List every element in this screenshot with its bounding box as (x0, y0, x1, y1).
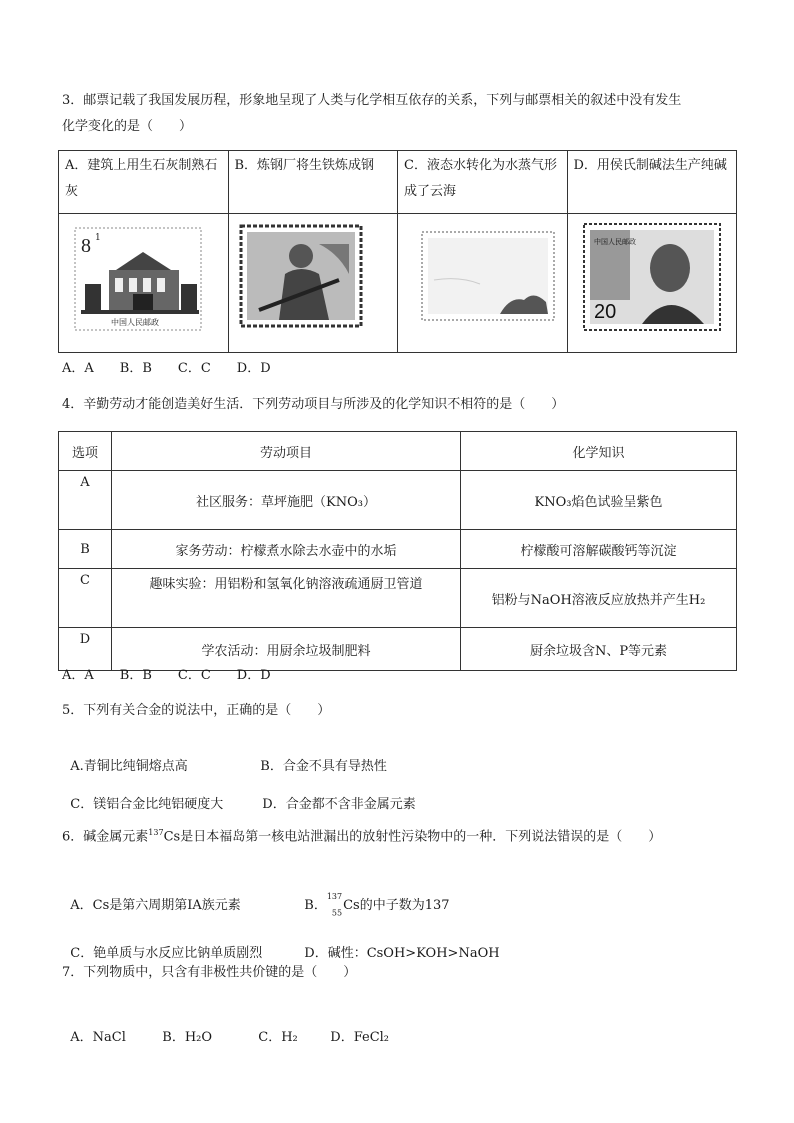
q5-options-row1 (62, 740, 387, 774)
q4-row-b-knowledge: 柠檬酸可溶解碳酸钙等沉淀 (461, 530, 737, 569)
q3-stamp-c-cell (398, 214, 568, 353)
q4-row-d-opt: D (59, 628, 112, 671)
q6-stem-pre: 6．碱金属元素 (62, 829, 149, 845)
q5-option-d: D．合金都不含非金属元素 (262, 797, 416, 812)
stamp-a-building-image (71, 224, 207, 336)
stamp-c-sea-of-clouds-image (420, 230, 556, 322)
stamp-a-value: 8 (81, 235, 91, 257)
q3-stamp-b-cell (228, 214, 398, 353)
q7-option-b: B．H₂O (162, 1030, 213, 1045)
stamp-a-caption: 中国人民邮政 (111, 318, 159, 327)
q7-option-d: D．FeCl₂ (330, 1030, 390, 1045)
svg-text:1: 1 (95, 233, 101, 243)
q3-stamp-table (58, 150, 737, 353)
q4-header-option: 选项 (59, 432, 112, 471)
q4-row-d-knowledge: 厨余垃圾含N、P等元素 (461, 628, 737, 671)
q3-stem-line2: 化学变化的是（ ） (62, 119, 193, 134)
q4-stem: 4．辛勤劳动才能创造美好生活．下列劳动项目与所涉及的化学知识不相符的是（ ） (62, 397, 565, 412)
q4-row-b-opt: B (59, 530, 112, 569)
stamp-d-value: 20 (593, 301, 616, 323)
q3-stamp-d-cell (567, 214, 737, 353)
q5-option-c: C．镁铝合金比纯铝硬度大 (70, 797, 224, 812)
q3-cell-d: D．用侯氏制碱法生产纯碱 (567, 151, 737, 214)
q6-option-b-symbol: Cs (343, 897, 360, 913)
stamp-d-country: 中国人民邮政 (593, 238, 636, 246)
stamp-b-steelworker-image (239, 224, 363, 328)
q6-nuclide-numbers (327, 893, 342, 918)
q4-header-labor: 劳动项目 (112, 432, 461, 471)
q4-row-c-item: 趣味实验：用铝粉和氢氧化钠溶液疏通厨卫管道 (112, 569, 461, 628)
q5-option-a: A.青铜比纯铜熔点高 (70, 759, 188, 774)
q6-option-b-atomic: 55 (331, 908, 343, 918)
q6-option-b-prefix: B． (304, 897, 327, 913)
q6-option-b-mass: 137 (326, 892, 343, 901)
q4-row-c-opt: C (59, 569, 112, 628)
q4-row-a-opt: A (59, 471, 112, 530)
q5-option-b: B．合金不具有导热性 (260, 759, 387, 774)
q5-stem: 5．下列有关合金的说法中，正确的是（ ） (62, 703, 331, 718)
q7-stem: 7．下列物质中，只含有非极性共价键的是（ ） (62, 965, 357, 980)
q6-option-d: D．碱性：CsOH>KOH>NaOH (304, 946, 500, 961)
q3-options: A．A B．B C．C D．D (62, 361, 271, 376)
q7-option-c: C．H₂ (258, 1030, 298, 1045)
q4-table (58, 431, 737, 671)
q4-row-d-item: 学农活动：用厨余垃圾制肥料 (112, 628, 461, 671)
q4-row-a-knowledge: KNO₃焰色试验呈紫色 (461, 471, 737, 530)
q7-option-a: A．NaCl (70, 1030, 126, 1045)
q6-options-row1 (62, 878, 450, 918)
q3-stem (62, 88, 681, 140)
q6-option-c: C．铯单质与水反应比钠单质剧烈 (70, 946, 263, 961)
q4-row-c-knowledge: 铝粉与NaOH溶液反应放热并产生H₂ (461, 569, 737, 628)
q6-symbol: Cs (163, 829, 181, 845)
q6-option-a: A．Cs是第六周期第ⅠA族元素 (70, 897, 241, 913)
q6-option-b-text: 的中子数为137 (359, 897, 450, 913)
q4-row-b-item: 家务劳动：柠檬煮水除去水壶中的水垢 (112, 530, 461, 569)
q6-mass-number: 137 (148, 828, 164, 837)
q3-cell-a: A．建筑上用生石灰制熟石灰 (59, 151, 229, 214)
q3-cell-b: B．炼钢厂将生铁炼成钢 (228, 151, 398, 214)
q4-header-knowledge: 化学知识 (461, 432, 737, 471)
q3-stem-line1: 3．邮票记载了我国发展历程，形象地呈现了人类与化学相互依存的关系，下列与邮票相关的叙述中没有发生 (62, 93, 682, 108)
q5-options-row2 (62, 778, 416, 812)
q6-option-b (304, 892, 450, 918)
q3-stamp-a-cell (59, 214, 229, 353)
stamp-d-hou-debang-image (582, 222, 722, 332)
q6-stem-post: 是日本福岛第一核电站泄漏出的放射性污染物中的一种．下列说法错误的是（ ） (180, 829, 662, 845)
q7-options (62, 1011, 389, 1045)
q4-row-a-item: 社区服务：草坪施肥（KNO₃） (112, 471, 461, 530)
q4-options: A．A B．B C．C D．D (62, 668, 271, 683)
q3-cell-c: C．液态水转化为水蒸气形成了云海 (398, 151, 568, 214)
q6-options-row2 (62, 927, 500, 961)
q6-stem (62, 820, 661, 850)
